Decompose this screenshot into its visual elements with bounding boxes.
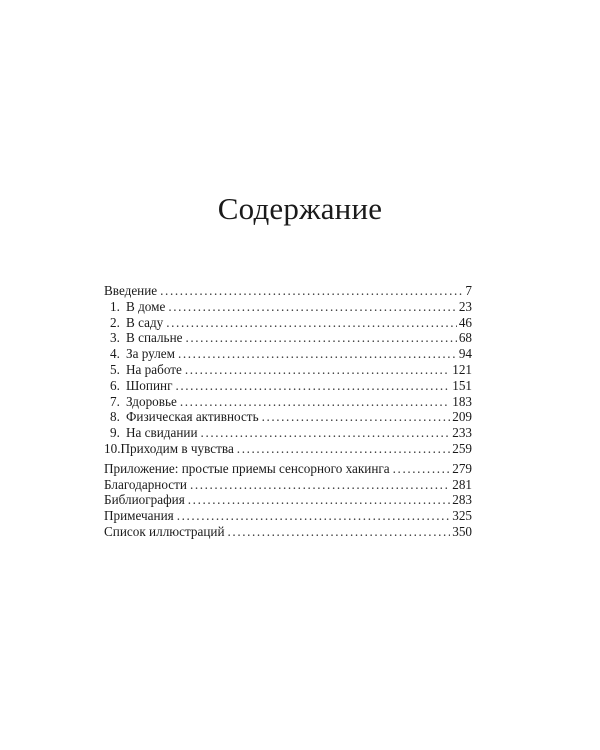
toc-entry-label: Введение xyxy=(104,283,158,298)
toc-entry-page: 121 xyxy=(452,361,472,377)
chapter-number: 5. xyxy=(110,361,120,377)
table-of-contents xyxy=(104,283,472,540)
dot-leader xyxy=(393,461,451,477)
toc-entry-chapter-7[interactable] xyxy=(104,394,472,410)
dot-leader xyxy=(228,524,451,540)
toc-entry-label: Примечания xyxy=(104,508,174,524)
dot-leader xyxy=(166,315,457,331)
toc-entry-page: 279 xyxy=(452,460,472,476)
dot-leader xyxy=(180,394,450,410)
toc-entry-notes[interactable] xyxy=(104,508,472,524)
dot-leader xyxy=(188,492,450,508)
dot-leader xyxy=(185,362,450,378)
toc-entry-appendix[interactable] xyxy=(104,461,472,477)
toc-entry-label: На свидании xyxy=(126,425,198,441)
toc-entry-chapter-9[interactable] xyxy=(104,425,472,441)
toc-entry-chapter-4[interactable] xyxy=(104,346,472,362)
chapter-number: 1. xyxy=(110,298,120,314)
toc-entry-page: 151 xyxy=(452,377,472,393)
toc-entry-page: 23 xyxy=(458,298,472,314)
toc-entry-page: 350 xyxy=(452,523,472,539)
toc-entry-label: В доме xyxy=(126,298,166,314)
toc-entry-page: 94 xyxy=(458,346,472,362)
toc-entry-page: 281 xyxy=(452,476,472,492)
toc-entry-label: За рулем xyxy=(126,346,175,362)
toc-entry-chapter-5[interactable] xyxy=(104,362,472,378)
chapter-number: 2. xyxy=(110,314,120,330)
toc-entry-illustrations[interactable] xyxy=(104,524,472,540)
toc-entry-label: Библиография xyxy=(104,492,185,508)
page-title: Содержание xyxy=(217,190,383,226)
toc-entry-chapter-3[interactable] xyxy=(104,330,472,346)
chapter-number: 8. xyxy=(110,409,120,425)
toc-entry-page: 325 xyxy=(452,508,472,524)
toc-entry-chapter-8[interactable] xyxy=(104,409,472,425)
dot-leader xyxy=(178,346,457,362)
chapter-number: 9. xyxy=(110,425,120,441)
dot-leader xyxy=(190,477,450,493)
toc-entry-page: 233 xyxy=(452,425,472,441)
toc-entry-label: На работе xyxy=(126,361,182,377)
toc-entry-page: 68 xyxy=(458,330,472,346)
toc-entry-chapter-10[interactable] xyxy=(104,441,472,457)
dot-leader xyxy=(160,283,463,299)
toc-entry-chapter-6[interactable] xyxy=(104,378,472,394)
toc-entry-page: 183 xyxy=(452,393,472,409)
toc-entry-label: Приходим в чувства xyxy=(120,440,234,456)
dot-leader xyxy=(201,425,451,441)
chapter-number: 4. xyxy=(110,346,120,362)
toc-entry-page: 259 xyxy=(452,440,472,456)
dot-leader xyxy=(168,299,456,315)
toc-entry-page: 209 xyxy=(452,409,472,425)
toc-entry-label: В спальне xyxy=(126,330,183,346)
chapter-number: 6. xyxy=(110,377,120,393)
dot-leader xyxy=(177,508,451,524)
chapter-number: 10. xyxy=(104,440,121,456)
toc-entry-label: Благодарности xyxy=(104,476,187,492)
toc-entry-introduction[interactable] xyxy=(104,283,472,299)
toc-entry-label: Список иллюстраций xyxy=(104,523,225,539)
toc-entry-acknowledgments[interactable] xyxy=(104,477,472,493)
toc-entry-page: 7 xyxy=(465,283,472,298)
toc-entry-bibliography[interactable] xyxy=(104,492,472,508)
toc-entry-label: Физическая активность xyxy=(126,409,259,425)
toc-entry-label: Здоровье xyxy=(126,393,177,409)
toc-entry-label: Шопинг xyxy=(126,377,173,393)
dot-leader xyxy=(237,441,450,457)
toc-entry-page: 46 xyxy=(458,314,472,330)
chapter-number: 7. xyxy=(110,393,120,409)
chapter-number: 3. xyxy=(110,330,120,346)
toc-entry-chapter-2[interactable] xyxy=(104,315,472,331)
toc-entry-page: 283 xyxy=(452,492,472,508)
toc-entry-label: Приложение: простые приемы сенсорного хакинга xyxy=(104,460,390,476)
toc-entry-label: В саду xyxy=(126,314,164,330)
dot-leader xyxy=(175,378,450,394)
dot-leader xyxy=(262,409,451,425)
toc-entry-chapter-1[interactable] xyxy=(104,299,472,315)
dot-leader xyxy=(185,330,456,346)
